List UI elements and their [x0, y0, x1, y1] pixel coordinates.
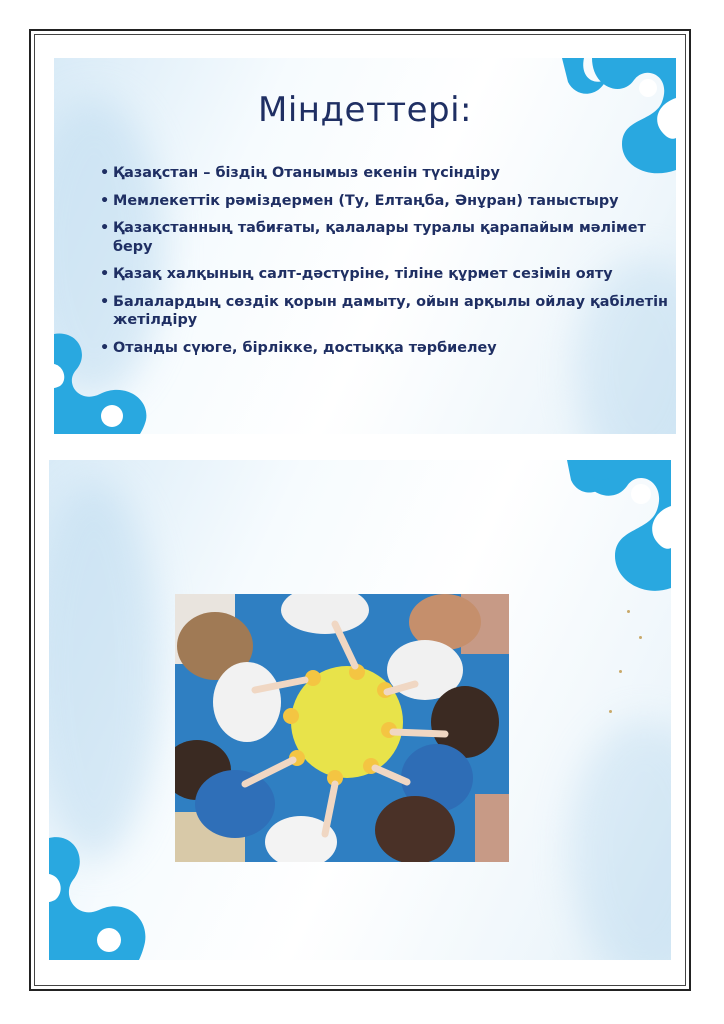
- list-item: • Балалардың сөздік қорын дамыту, ойын арқылы ойлау қабілетін жетілдіру: [100, 293, 670, 330]
- gold-fleck: [619, 670, 622, 673]
- children-circle-photo: [175, 594, 509, 862]
- gold-fleck: [639, 636, 642, 639]
- kazakh-ornament-icon: [557, 460, 671, 610]
- list-item: • Мемлекеттік рәміздермен (Ту, Елтаңба, Әнұран) таныстыру: [100, 192, 670, 211]
- gold-fleck: [627, 610, 630, 613]
- list-item: • Қазақ халқының салт-дәстүріне, тіліне құрмет сезімін ояту: [100, 265, 670, 284]
- objectives-list: [100, 164, 670, 366]
- kazakh-ornament-icon: [49, 828, 159, 960]
- list-item: • Қазақстанның табиғаты, қалалары туралы қарапайым мәлімет беру: [100, 219, 670, 256]
- gold-fleck: [609, 710, 612, 713]
- slide-title: Міндеттері:: [258, 90, 472, 130]
- photo-illustration: [175, 594, 509, 862]
- watercolor-wash: [569, 720, 671, 960]
- slide-objectives: [54, 58, 676, 434]
- list-item: • Қазақстан – біздің Отанымыз екенін түсіндіру: [100, 164, 670, 183]
- list-item: • Отанды сүюге, бірлікке, достыққа тәрбиелеу: [100, 339, 670, 358]
- watercolor-wash: [49, 480, 159, 860]
